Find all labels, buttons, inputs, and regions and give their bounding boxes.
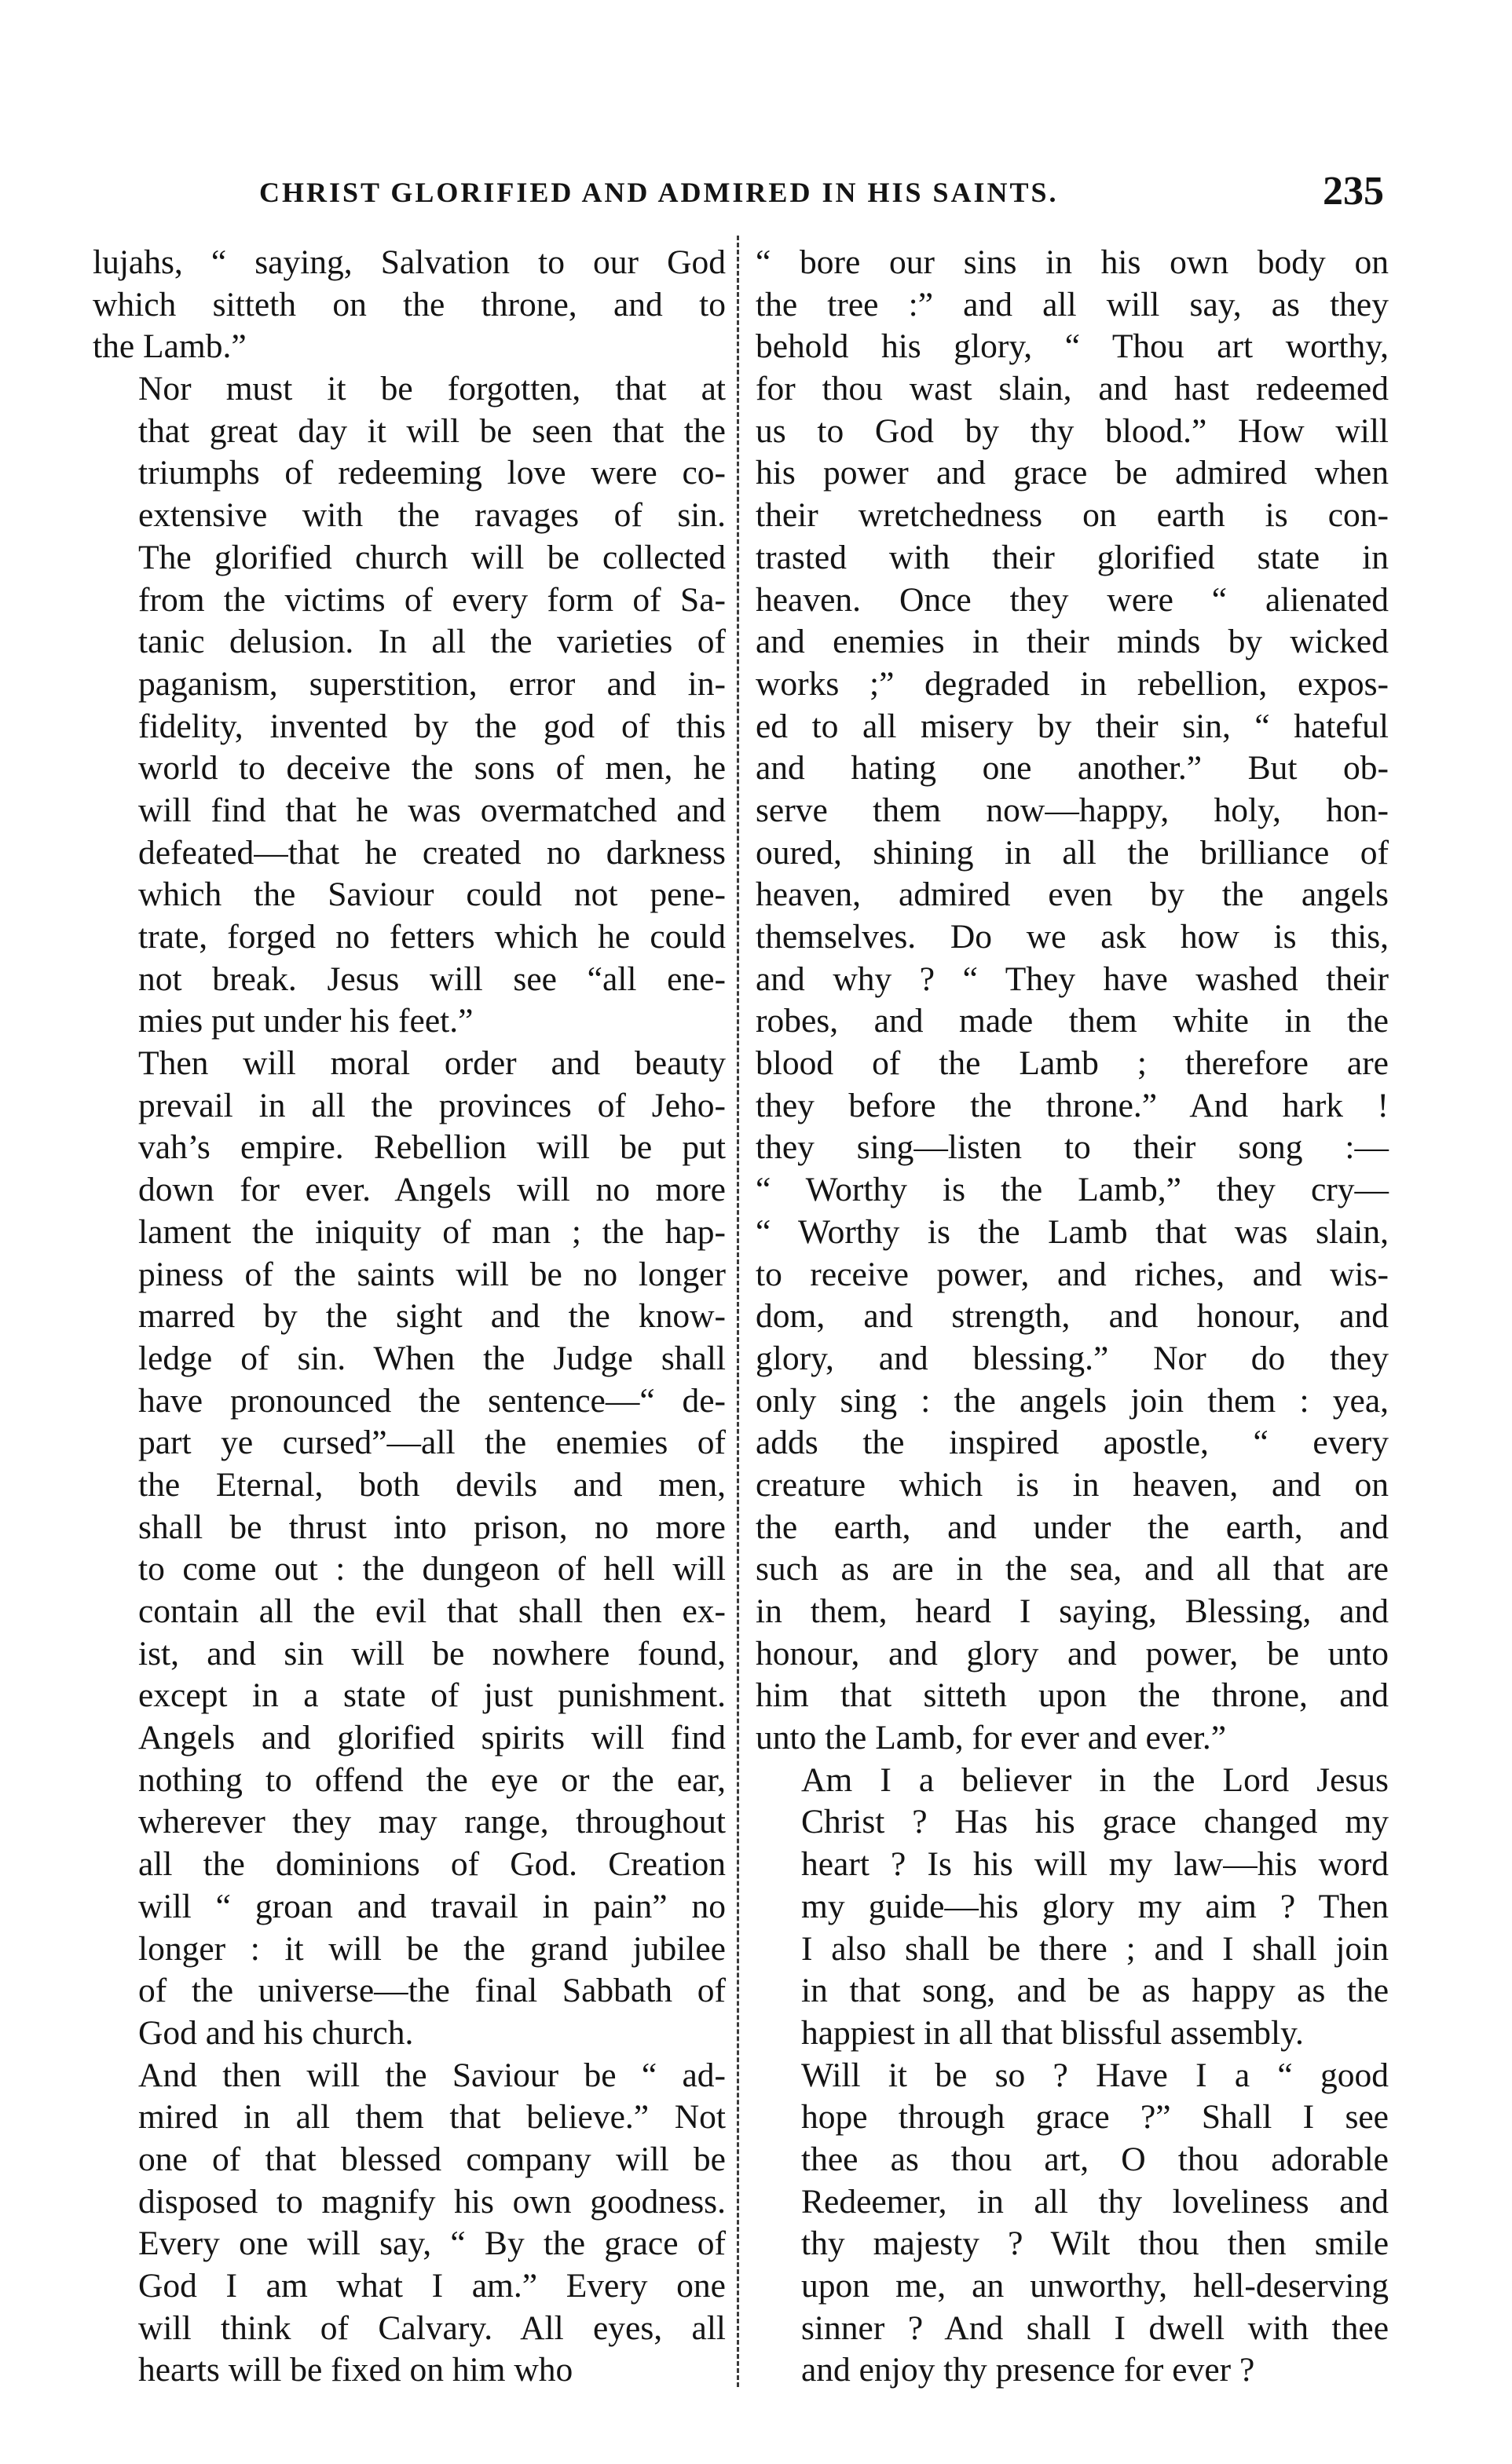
text-line: hope through grace ?” Shall I see bbox=[801, 2098, 1389, 2137]
text-line: part ye cursed”—all the enemies of bbox=[138, 1424, 726, 1462]
text-line: Will it be so ? Have I a “ good bbox=[801, 2056, 1389, 2094]
text-line: thy majesty ? Wilt thou then smile bbox=[801, 2225, 1389, 2263]
text-line: And then will the Saviour be “ ad- bbox=[138, 2056, 726, 2094]
text-line: and why ? “ They have washed their bbox=[756, 960, 1389, 998]
text-line: serve them now—happy, holy, hon- bbox=[756, 791, 1389, 829]
text-line: adds the inspired apostle, “ every bbox=[756, 1424, 1389, 1462]
text-line: sinner ? And shall I dwell with thee bbox=[801, 2309, 1389, 2347]
paragraph bbox=[756, 1760, 1389, 2055]
text-line: they before the throne.” And hark ! bbox=[756, 1086, 1389, 1124]
text-line: which sitteth on the throne, and to bbox=[93, 285, 726, 324]
paragraph bbox=[93, 242, 726, 368]
running-title: CHRIST GLORIFIED AND ADMIRED IN HIS SAINTS. bbox=[259, 177, 1059, 208]
text-line: ist, and sin will be nowhere found, bbox=[138, 1634, 726, 1673]
text-line: wherever they may range, throughout bbox=[138, 1803, 726, 1841]
text-line: Angels and glorified spirits will find bbox=[138, 1719, 726, 1757]
text-line: to come out : the dungeon of hell will bbox=[138, 1550, 726, 1588]
text-line: marred by the sight and the know- bbox=[138, 1297, 726, 1336]
text-line: will think of Calvary. All eyes, all bbox=[138, 2309, 726, 2347]
text-line: piness of the saints will be no longer bbox=[138, 1255, 726, 1293]
text-line: paganism, superstition, error and in- bbox=[138, 664, 726, 703]
text-line: tanic delusion. In all the varieties of bbox=[138, 623, 726, 661]
text-line: the Eternal, both devils and men, bbox=[138, 1465, 726, 1504]
text-line: defeated—that he created no darkness bbox=[138, 833, 726, 872]
text-line: creature which is in heaven, and on bbox=[756, 1465, 1389, 1504]
text-line: works ;” degraded in rebellion, expos- bbox=[756, 664, 1389, 703]
column-divider bbox=[737, 236, 739, 2387]
text-line: disposed to magnify his own goodness. bbox=[138, 2182, 726, 2221]
text-line: shall be thrust into prison, no more bbox=[138, 1508, 726, 1546]
text-line: oured, shining in all the brilliance of bbox=[756, 833, 1389, 872]
text-line: the Lamb.” bbox=[93, 327, 247, 366]
text-line: extensive with the ravages of sin. bbox=[138, 496, 726, 535]
text-line: nothing to offend the eye or the ear, bbox=[138, 1760, 726, 1799]
text-line: robes, and made them white in the bbox=[756, 1002, 1389, 1040]
text-line: God and his church. bbox=[138, 2013, 414, 2052]
text-line: in that song, and be as happy as the bbox=[801, 1972, 1389, 2010]
text-line: heart ? Is his will my law—his word bbox=[801, 1845, 1389, 1884]
text-line: ed to all misery by their sin, “ hateful bbox=[756, 707, 1389, 745]
text-line: heaven. Once they were “ alienated bbox=[756, 580, 1389, 619]
text-line: Then will moral order and beauty bbox=[138, 1044, 726, 1083]
text-line: “ Worthy is the Lamb,” they cry— bbox=[756, 1171, 1389, 1209]
text-line: all the dominions of God. Creation bbox=[138, 1845, 726, 1884]
text-line: except in a state of just punishment. bbox=[138, 1676, 726, 1715]
paragraph bbox=[93, 368, 726, 1043]
text-line: heaven, admired even by the angels bbox=[756, 876, 1389, 914]
paragraph bbox=[756, 2055, 1389, 2393]
text-line: the earth, and under the earth, and bbox=[756, 1508, 1389, 1546]
text-line: blood of the Lamb ; therefore are bbox=[756, 1044, 1389, 1083]
text-line: and hating one another.” But ob- bbox=[756, 749, 1389, 788]
text-line: one of that blessed company will be bbox=[138, 2140, 726, 2178]
text-line: for thou wast slain, and hast redeemed bbox=[756, 370, 1389, 408]
text-line: which the Saviour could not pene- bbox=[138, 876, 726, 914]
text-line: down for ever. Angels will no more bbox=[138, 1171, 726, 1209]
text-line: thee as thou art, O thou adorable bbox=[801, 2140, 1389, 2178]
text-line: Am I a believer in the Lord Jesus bbox=[801, 1760, 1389, 1799]
text-line: in them, heard I saying, Blessing, and bbox=[756, 1592, 1389, 1630]
text-line: their wretchedness on earth is con- bbox=[756, 496, 1389, 535]
text-line: only sing : the angels join them : yea, bbox=[756, 1381, 1389, 1420]
right-column bbox=[756, 242, 1389, 2392]
text-line: Every one will say, “ By the grace of bbox=[138, 2225, 726, 2263]
text-line: lujahs, “ saying, Salvation to our God bbox=[93, 243, 726, 281]
text-line: mies put under his feet.” bbox=[138, 1002, 474, 1040]
text-line: “ Worthy is the Lamb that was slain, bbox=[756, 1212, 1389, 1251]
text-line: the tree :” and all will say, as they bbox=[756, 285, 1389, 324]
text-line: dom, and strength, and honour, and bbox=[756, 1297, 1389, 1336]
text-line: Christ ? Has his grace changed my bbox=[801, 1803, 1389, 1841]
text-line: that great day it will be seen that the bbox=[138, 411, 726, 450]
text-line: and enjoy thy presence for ever ? bbox=[801, 2351, 1255, 2389]
text-line: lament the iniquity of man ; the hap- bbox=[138, 1212, 726, 1251]
text-line: unto the Lamb, for ever and ever.” bbox=[756, 1719, 1227, 1757]
page-number: 235 bbox=[1323, 169, 1384, 214]
text-line: upon me, an unworthy, hell-deserving bbox=[801, 2267, 1389, 2305]
text-line: prevail in all the provinces of Jeho- bbox=[138, 1086, 726, 1124]
text-line: have pronounced the sentence—“ de- bbox=[138, 1381, 726, 1420]
text-line: contain all the evil that shall then ex- bbox=[138, 1592, 726, 1630]
text-line: honour, and glory and power, be unto bbox=[756, 1634, 1389, 1673]
text-line: such as are in the sea, and all that are bbox=[756, 1550, 1389, 1588]
text-line: themselves. Do we ask how is this, bbox=[756, 918, 1389, 956]
text-line: Nor must it be forgotten, that at bbox=[138, 370, 726, 408]
text-line: him that sitteth upon the throne, and bbox=[756, 1676, 1389, 1715]
text-line: will find that he was overmatched and bbox=[138, 791, 726, 829]
text-line: I also shall be there ; and I shall join bbox=[801, 1929, 1389, 1968]
paragraph bbox=[93, 1043, 726, 2055]
text-line: ledge of sin. When the Judge shall bbox=[138, 1339, 726, 1377]
text-line: glory, and blessing.” Nor do they bbox=[756, 1339, 1389, 1377]
text-line: us to God by thy blood.” How will bbox=[756, 411, 1389, 450]
text-line: Redeemer, in all thy loveliness and bbox=[801, 2182, 1389, 2221]
text-line: happiest in all that blissful assembly. bbox=[801, 2013, 1304, 2052]
text-line: they sing—listen to their song :— bbox=[756, 1128, 1389, 1167]
text-line: triumphs of redeeming love were co- bbox=[138, 454, 726, 492]
text-line: God I am what I am.” Every one bbox=[138, 2267, 726, 2305]
text-line: hearts will be fixed on him who bbox=[138, 2351, 573, 2389]
text-line: vah’s empire. Rebellion will be put bbox=[138, 1128, 726, 1167]
text-line: trate, forged no fetters which he could bbox=[138, 918, 726, 956]
text-line: and enemies in their minds by wicked bbox=[756, 623, 1389, 661]
text-line: to receive power, and riches, and wis- bbox=[756, 1255, 1389, 1293]
paragraph bbox=[756, 242, 1389, 1760]
text-line: from the victims of every form of Sa- bbox=[138, 580, 726, 619]
text-line: will “ groan and travail in pain” no bbox=[138, 1887, 726, 1925]
text-line: my guide—his glory my aim ? Then bbox=[801, 1887, 1389, 1925]
text-line: behold his glory, “ Thou art worthy, bbox=[756, 327, 1389, 366]
paragraph bbox=[93, 2055, 726, 2393]
text-line: longer : it will be the grand jubilee bbox=[138, 1929, 726, 1968]
text-line: mired in all them that believe.” Not bbox=[138, 2098, 726, 2137]
text-line: “ bore our sins in his own body on bbox=[756, 243, 1389, 281]
text-line: his power and grace be admired when bbox=[756, 454, 1389, 492]
text-line: trasted with their glorified state in bbox=[756, 538, 1389, 576]
text-line: The glorified church will be collected bbox=[138, 538, 726, 576]
running-head bbox=[259, 168, 1384, 223]
text-line: fidelity, invented by the god of this bbox=[138, 707, 726, 745]
text-line: not break. Jesus will see “all ene- bbox=[138, 960, 726, 998]
text-line: world to deceive the sons of men, he bbox=[138, 749, 726, 788]
left-column bbox=[93, 242, 726, 2392]
text-line: of the universe—the final Sabbath of bbox=[138, 1972, 726, 2010]
